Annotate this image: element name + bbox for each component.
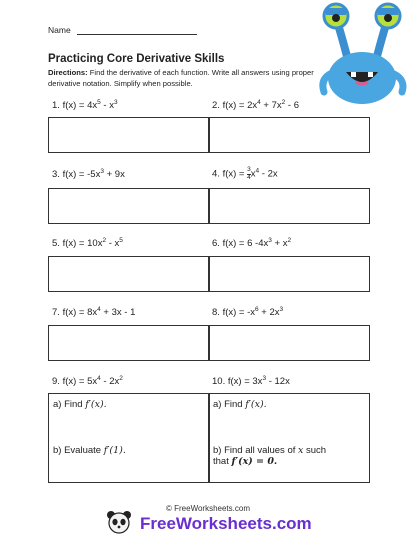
answer-box-10[interactable] <box>208 393 370 483</box>
answer-box-8[interactable] <box>208 325 370 361</box>
answer-box-3[interactable] <box>48 188 210 224</box>
problem-3-label: 3. $f(x) = -5x^3 + 9x$ <box>52 167 125 180</box>
brand-wordmark[interactable]: FreeWorksheets.com <box>140 514 312 533</box>
answer-box-7[interactable] <box>48 325 210 361</box>
problem-10-part-a: a) Find f′(x). <box>213 399 267 410</box>
problem-9-part-a: a) Find f′(x). <box>53 399 107 410</box>
problem-2-label: 2. $f(x) = 2x^4 + 7x^2 - 6$ <box>212 98 300 111</box>
directions-label: Directions: <box>48 68 88 77</box>
problem-10-label: 10. $f(x) = 3x^3 - 12x$ <box>212 374 290 387</box>
name-label: Name <box>48 25 71 35</box>
monster-illustration <box>318 0 408 108</box>
problem-4-label: 4. f(x) = $\frac{3}{4}$ $x^4 - 2x$ <box>212 166 278 181</box>
problem-1-label: 1. $f(x) = 4x^5 - x^3$ <box>52 98 118 111</box>
directions <box>48 68 316 89</box>
problem-10-part-b: b) Find all values of x such that f′(x) = 0. <box>213 445 327 467</box>
worksheet-title: Practicing Core Derivative Skills <box>48 53 225 65</box>
answer-box-4[interactable] <box>208 188 370 224</box>
directions-text: Find the derivative of each function. Write all answers using proper derivative notation. Simplify when possible. <box>48 68 314 88</box>
problem-7-label: 7. $f(x) = 8x^4 + 3x - 1$ <box>52 305 136 318</box>
answer-box-9[interactable] <box>48 393 210 483</box>
answer-box-1[interactable] <box>48 117 210 153</box>
answer-box-5[interactable] <box>48 256 210 292</box>
answer-box-6[interactable] <box>208 256 370 292</box>
problem-9-part-b: b) Evaluate f′(1). <box>53 445 126 456</box>
answer-box-2[interactable] <box>208 117 370 153</box>
fraction-three-fourths: $\frac{3}{4}$ <box>247 166 251 181</box>
problem-9-label: 9. $f(x) = 5x^4 - 2x^2$ <box>52 374 123 387</box>
name-line[interactable] <box>77 25 197 35</box>
copyright-url[interactable]: © FreeWorksheets.com <box>166 504 250 513</box>
problem-6-label: 6. f(x) = 6 $-4x^3 + x^2$ <box>212 236 292 249</box>
problem-8-label: 8. $f(x) = -x^6 + 2x^3$ <box>212 305 284 318</box>
panda-logo-icon <box>106 510 132 534</box>
problem-5-label: 5. $f(x) = 10x^2 - x^5$ <box>52 236 123 249</box>
name-field <box>48 25 197 35</box>
